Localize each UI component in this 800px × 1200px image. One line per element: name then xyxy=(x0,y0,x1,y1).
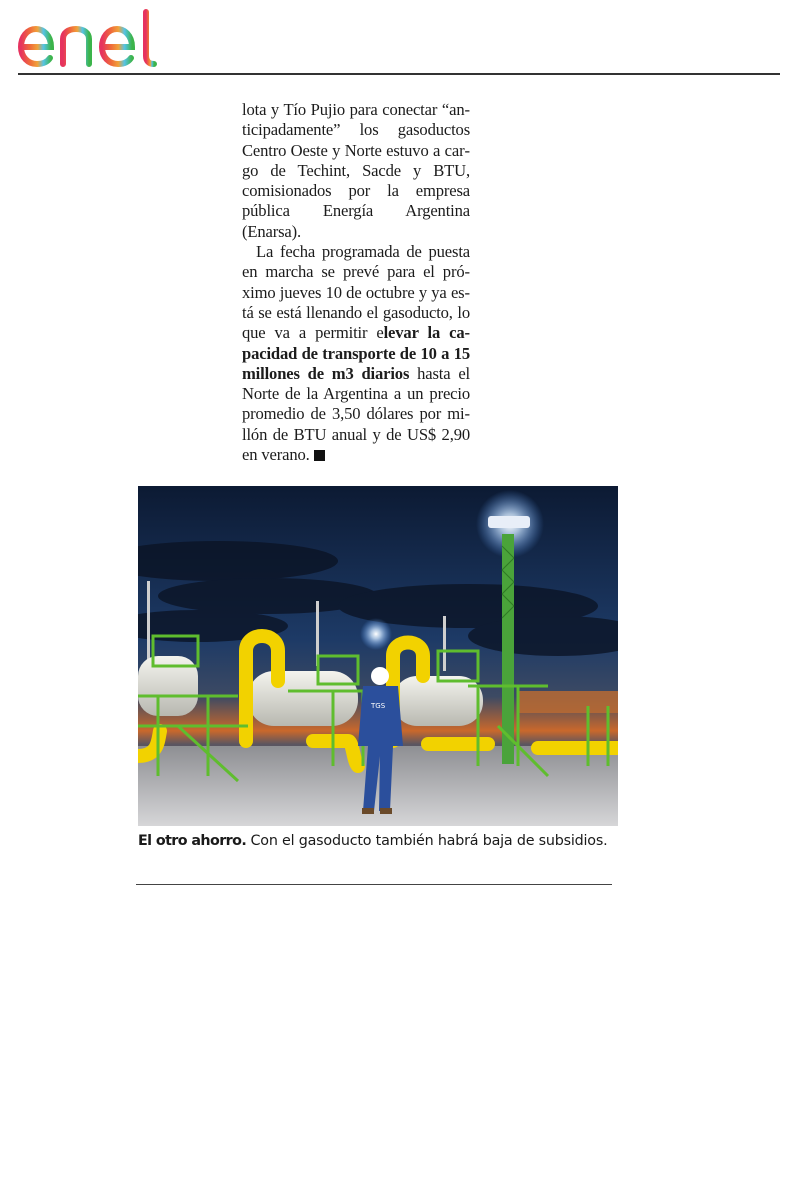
caption-lead: El otro ahorro. xyxy=(138,833,247,849)
gas-plant-photo xyxy=(138,486,618,826)
end-of-article-mark xyxy=(314,450,325,461)
highlighted-capacity-text: levar la capacidad de transporte de 10 a 15 millones de m3 diarios xyxy=(242,323,470,383)
enel-logo xyxy=(16,6,180,70)
footer-divider xyxy=(136,884,612,885)
article-paragraph-1: lota y Tío Pujio para conectar “anticipadamente” los gasoductos Centro Oeste y Norte estuvo a cargo de Techint, Sacde y BTU, comisionados por la empresa pública Energía Argentina (Enarsa). xyxy=(242,100,470,241)
paragraph-2-start: La fecha programada de puesta en marcha se prevé para el próximo jueves 10 de octubre y ya está se está llenando el gasoducto, lo que va a permitir e xyxy=(242,242,470,343)
paragraph-2-end: hasta el Norte de la Argentina a un precio promedio de 3,50 dólares por millón de BTU anual y de US$ 2,90 en verano. xyxy=(242,363,470,465)
header-divider xyxy=(18,73,780,75)
article-body xyxy=(242,100,470,465)
caption-text: Con el gasoducto también habrá baja de subsidios. xyxy=(246,833,608,849)
worker-badge-text: TGS xyxy=(371,702,386,710)
photo-caption xyxy=(138,831,618,851)
article-paragraph-2 xyxy=(242,242,470,465)
